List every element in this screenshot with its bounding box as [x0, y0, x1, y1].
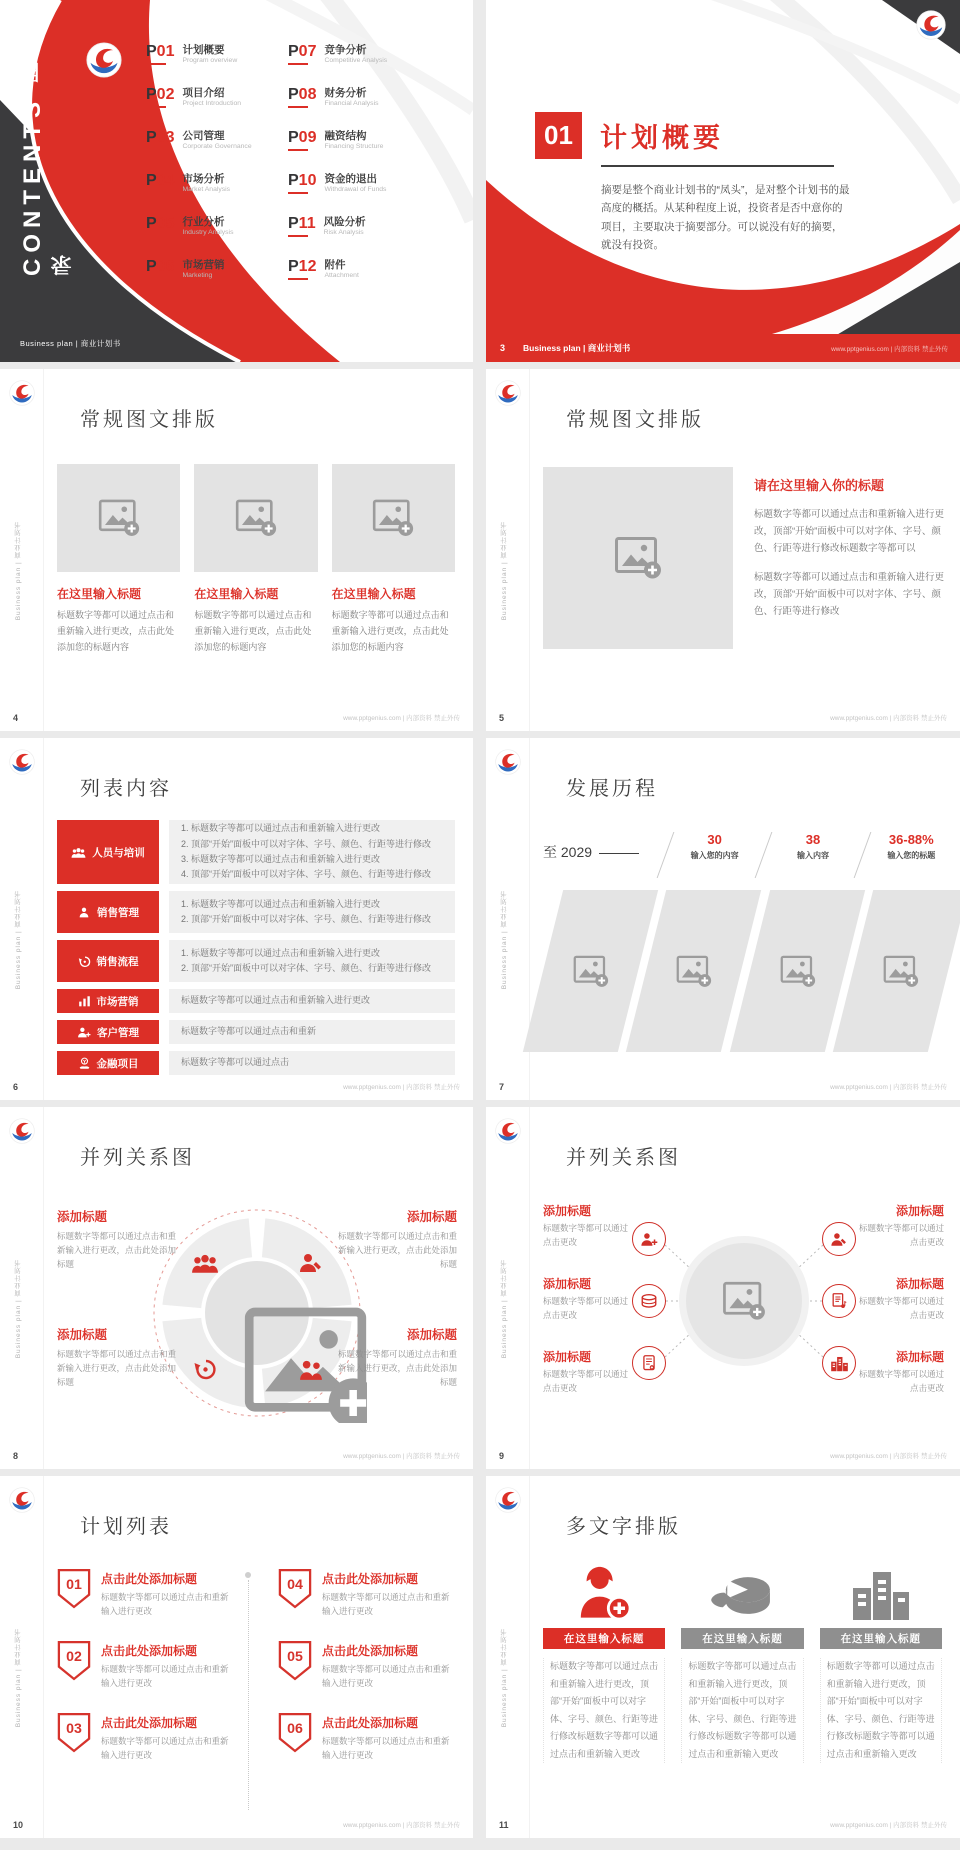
diagram-text-block: 添加标题 标题数字等都可以通过点击更改	[543, 1350, 629, 1393]
toc-item[interactable]: P09 融资结构 Financing Structure	[288, 129, 384, 151]
toc-item[interactable]: P08 财务分析 Financial Analysis	[288, 86, 379, 108]
bar-chart-icon	[78, 995, 91, 1007]
timeline-stat: 36-88% 输入您的标题	[887, 832, 936, 860]
number-badge	[57, 1712, 91, 1754]
column-heading-banner: 在这里输入标题	[543, 1628, 665, 1649]
image-text-card	[194, 464, 317, 656]
sidebar-vertical-text: Business plan | 商业计划书	[15, 1259, 22, 1359]
svg-text:03: 03	[66, 1721, 82, 1738]
page-number: 8	[13, 1451, 19, 1461]
pie-chart-icon	[708, 1572, 776, 1622]
footer-site-note: www.pptgenius.com | 内部资料 禁止外传	[830, 1822, 947, 1829]
ring-diagram	[147, 1203, 367, 1423]
text-column-card	[543, 1564, 665, 1763]
image-placeholder-icon	[614, 536, 662, 580]
toc-column-right	[288, 44, 387, 289]
row-label-badge: 金融项目	[57, 1051, 159, 1075]
row-label-badge: 市场营销	[57, 989, 159, 1013]
column-heading-banner: 在这里输入标题	[820, 1628, 942, 1649]
diagram-text-block: 添加标题 标题数字等都可以通过点击和重新输入进行更改，点击此处添加标题	[57, 1210, 177, 1270]
image-card-row	[57, 464, 455, 656]
database-icon	[640, 1293, 658, 1309]
timeline-year-label: 至 2029	[543, 832, 663, 862]
slide-parallel-relation-hub[interactable]	[486, 1107, 960, 1469]
toc-item[interactable]: P04 市场分析 Market Analysis	[146, 172, 231, 194]
row-text-box	[169, 891, 455, 933]
timeline-stats-row	[543, 832, 958, 880]
page-title: 并列关系图	[566, 1147, 681, 1169]
person-refresh-icon	[191, 1357, 219, 1381]
toc-item[interactable]: P06 市场营销 Marketing	[146, 258, 225, 280]
diagram-text-block: 添加标题 标题数字等都可以通过点击更改	[543, 1277, 629, 1320]
list-line: 1. 标题数字等都可以通过点击和重新输入进行更改	[181, 947, 381, 958]
plan-item: 02 点击此处添加标题 标题数字等都可以通过点击和重新输入进行更改	[57, 1640, 234, 1690]
page-title: 多文字排版	[566, 1516, 681, 1538]
image-placeholder-icon	[98, 498, 140, 538]
row-text-box	[169, 820, 455, 884]
sidebar-vertical-text: Business plan | 商业计划书	[501, 521, 508, 621]
list-row	[57, 820, 455, 884]
slide-parallel-relation-ring[interactable]	[0, 1107, 473, 1469]
team-icon	[191, 1251, 219, 1275]
person-add-icon	[573, 1564, 635, 1622]
person-add-icon	[640, 1231, 658, 1248]
diagram-text-block: 添加标题 标题数字等都可以通过点击更改	[858, 1204, 944, 1247]
slide-regular-layout-single-image[interactable]	[486, 369, 960, 731]
icon-circle	[822, 1346, 856, 1380]
sidebar-strip	[0, 738, 44, 1100]
page-number: 11	[499, 1820, 509, 1830]
plan-item: 03 点击此处添加标题 标题数字等都可以通过点击和重新输入进行更改	[57, 1712, 234, 1762]
page-title: 并列关系图	[80, 1147, 195, 1169]
section-footer-bar	[486, 334, 960, 362]
card-heading: 在这里输入标题	[57, 587, 142, 601]
footer-site-note: www.pptgenius.com | 内部资料 禁止外传	[343, 1822, 460, 1829]
footer-site-note: www.pptgenius.com | 内部资料 禁止外传	[831, 345, 948, 353]
svg-text:05: 05	[287, 1649, 303, 1666]
icon-circle	[632, 1284, 666, 1318]
brand-logo-icon	[86, 42, 122, 78]
sidebar-strip	[486, 1476, 530, 1838]
section-title: 计划概要	[600, 123, 724, 153]
toc-column-left	[146, 44, 252, 289]
icon-circle	[632, 1222, 666, 1256]
image-text-card	[332, 464, 455, 656]
section-number-badge: 01	[535, 112, 582, 159]
plan-item: 04 点击此处添加标题 标题数字等都可以通过点击和重新输入进行更改	[278, 1568, 455, 1618]
row-label-badge: 销售管理	[57, 891, 159, 933]
list-line: 3. 标题数字等都可以通过点击和重新输入进行更改	[181, 854, 381, 864]
list-row	[57, 1020, 455, 1044]
list-line: 标题数字等都可以通过点击和重新输入进行更改	[181, 995, 371, 1006]
toc-item[interactable]: P12 附件 Attachment	[288, 258, 359, 280]
list-row	[57, 891, 455, 933]
number-badge	[57, 1568, 91, 1610]
cycle-icon	[78, 955, 91, 968]
page-number: 3	[500, 343, 506, 353]
slide-list-content[interactable]	[0, 738, 473, 1100]
timeline-image-panels	[543, 890, 948, 1052]
row-label-badge: 销售流程	[57, 940, 159, 982]
slide-toc[interactable]	[0, 0, 473, 362]
sidebar-strip	[0, 1476, 44, 1838]
number-badge	[278, 1712, 312, 1754]
image-placeholder-icon	[779, 955, 815, 988]
partners-icon	[297, 1357, 325, 1381]
image-text-card	[57, 464, 180, 656]
column-body: 标题数字等都可以通过点击和重新输入进行更改，顶部“开始”面板中可以对字体、字号、颜色、行距等进行修改标题数字等都可以通过点击和重新输入更改	[681, 1658, 803, 1763]
svg-text:04: 04	[287, 1577, 303, 1593]
row-text-box	[169, 1020, 455, 1044]
person-edit-icon	[297, 1251, 325, 1275]
footer-site-note: www.pptgenius.com | 内部资料 禁止外传	[830, 1453, 947, 1460]
sidebar-vertical-text: Business plan | 商业计划书	[501, 890, 508, 990]
page-title: 常规图文排版	[80, 409, 218, 431]
brand-logo-icon	[916, 10, 946, 40]
image-placeholder	[332, 464, 455, 572]
list-line: 4. 顶部“开始”面板中可以对字体、字号、颜色、行距等进行修改	[181, 869, 432, 880]
timeline-stat: 38 输入内容	[796, 832, 829, 860]
list-line: 2. 顶部“开始”面板中可以对字体、字号、颜色、行距等进行修改	[181, 963, 432, 973]
toc-item[interactable]: P02 项目介绍 Project Introduction	[146, 86, 242, 108]
footer-site-note: www.pptgenius.com | 内部资料 禁止外传	[830, 715, 947, 722]
number-badge	[278, 1640, 312, 1682]
icon-circle	[822, 1284, 856, 1318]
paragraph: 标题数字等都可以通过点击和重新输入进行更改，顶部“开始”面板中可以对字体、字号、颜色、行距等进行修改	[754, 572, 945, 618]
building-icon	[849, 1566, 913, 1622]
sidebar-strip	[486, 369, 530, 731]
page-number: 4	[13, 713, 19, 723]
text-column	[754, 475, 946, 621]
slide-regular-layout-three-images[interactable]	[0, 369, 473, 731]
toc-vertical-title: CONTENTS 目录	[19, 52, 74, 276]
card-body: 标题数字等都可以通过点击和重新输入进行更改，点击此处添加您的标题内容	[331, 610, 449, 653]
plan-item: 06 点击此处添加标题 标题数字等都可以通过点击和重新输入进行更改	[278, 1712, 455, 1762]
image-placeholder-icon	[573, 955, 609, 988]
toc-item[interactable]: P01 计划概要 Program overview	[146, 43, 238, 65]
page-title: 常规图文排版	[566, 409, 704, 431]
diagram-text-block: 添加标题 标题数字等都可以通过点击更改	[543, 1204, 629, 1247]
diagram-text-block: 添加标题 标题数字等都可以通过点击和重新输入进行更改，点击此处添加标题	[337, 1328, 457, 1388]
text-column-card	[681, 1564, 803, 1763]
page-number: 7	[499, 1082, 505, 1092]
timeline-stat: 30 输入您的内容	[690, 832, 739, 860]
diagram-text-block: 添加标题 标题数字等都可以通过点击更改	[858, 1350, 944, 1393]
sidebar-vertical-text: Business plan | 商业计划书	[501, 1628, 508, 1728]
list-row	[57, 989, 455, 1013]
page-number: 10	[13, 1820, 24, 1830]
image-placeholder	[194, 464, 317, 572]
card-body: 标题数字等都可以通过点击和重新输入进行更改，点击此处添加您的标题内容	[57, 610, 175, 653]
hub-diagram-area	[543, 1195, 944, 1445]
column-body: 标题数字等都可以通过点击和重新输入进行更改，顶部“开始”面板中可以对字体、字号、颜色、行距等进行修改标题数字等都可以通过点击和重新输入更改	[820, 1658, 942, 1763]
sidebar-vertical-text: Business plan | 商业计划书	[15, 1628, 22, 1728]
list-line: 标题数字等都可以通过点击和重新	[181, 1026, 317, 1037]
column-body: 标题数字等都可以通过点击和重新输入进行更改，顶部“开始”面板中可以对字体、字号、颜色、行距等进行修改标题数字等都可以通过点击和重新输入更改	[543, 1658, 665, 1763]
row-text-box	[169, 989, 455, 1013]
slide-multi-text-layout[interactable]	[486, 1476, 960, 1838]
page-title: 列表内容	[80, 778, 172, 800]
footer-site-note: www.pptgenius.com | 内部资料 禁止外传	[343, 1084, 460, 1091]
list-line: 2. 顶部“开始”面板中可以对字体、字号、颜色、行距等进行修改	[181, 914, 432, 924]
toc-item[interactable]: P11 风险分析 Risk Analysis	[288, 215, 366, 237]
toc-item[interactable]: P07 竞争分析 Competitive Analysis	[288, 43, 388, 65]
page-title: 发展历程	[566, 778, 658, 800]
text-columns	[543, 1564, 942, 1763]
year-dash	[599, 853, 639, 854]
svg-text:02: 02	[66, 1649, 82, 1666]
toc-item[interactable]: P10 资金的退出 Withdrawal of Funds	[288, 172, 387, 194]
row-label-badge: 客户管理	[57, 1020, 159, 1044]
sidebar-strip	[0, 1107, 44, 1469]
plan-items-grid	[57, 1568, 455, 1763]
plan-item: 05 点击此处添加标题 标题数字等都可以通过点击和重新输入进行更改	[278, 1640, 455, 1690]
image-placeholder-icon	[676, 955, 712, 988]
column-heading-banner: 在这里输入标题	[681, 1628, 803, 1649]
paragraph: 标题数字等都可以通过点击和重新输入进行更改，顶部“开始”面板中可以对字体、字号、颜色、行距等进行修改标题数字等都可以	[754, 509, 945, 555]
page-number: 6	[13, 1082, 19, 1092]
image-placeholder	[543, 467, 733, 649]
diagram-text-block: 添加标题 标题数字等都可以通过点击更改	[858, 1277, 944, 1320]
list-row	[57, 1051, 455, 1075]
id-card-icon	[641, 1354, 657, 1372]
toc-item[interactable]: P05 行业分析 Industry Analysis	[146, 215, 234, 237]
slide-footer-brand: Business plan | 商业计划书	[20, 339, 121, 348]
svg-text:01: 01	[66, 1577, 82, 1593]
slide-plan-list[interactable]	[0, 1476, 473, 1838]
page-number: 9	[499, 1451, 505, 1461]
row-text-box	[169, 1051, 455, 1075]
list-line: 2. 顶部“开始”面板中可以对字体、字号、颜色、行距等进行修改	[181, 838, 432, 849]
person-edit-icon	[830, 1231, 848, 1248]
page-number: 5	[499, 713, 505, 723]
person-icon	[77, 906, 91, 919]
sidebar-strip	[486, 1107, 530, 1469]
number-badge	[57, 1640, 91, 1682]
slide-section-01[interactable]	[486, 0, 960, 362]
people-add-icon	[77, 1026, 91, 1039]
list-line: 标题数字等都可以通过点击	[181, 1057, 290, 1068]
icon-circle	[822, 1222, 856, 1256]
icon-circle	[632, 1346, 666, 1380]
svg-text:06: 06	[287, 1721, 303, 1738]
coin-hand-icon	[78, 1057, 91, 1069]
list-rows	[57, 820, 455, 1075]
image-placeholder-icon	[882, 955, 918, 988]
sidebar-vertical-text: Business plan | 商业计划书	[15, 890, 22, 990]
slide-development-history[interactable]	[486, 738, 960, 1100]
plan-item: 01 点击此处添加标题 标题数字等都可以通过点击和重新输入进行更改	[57, 1568, 234, 1618]
image-placeholder-icon	[235, 498, 277, 538]
row-text-box	[169, 940, 455, 982]
diagram-text-block: 添加标题 标题数字等都可以通过点击和重新输入进行更改，点击此处添加标题	[57, 1328, 177, 1388]
card-heading: 在这里输入标题	[331, 587, 416, 601]
toc-item[interactable]: P03 公司管理 Corporate Governance	[146, 129, 252, 151]
diagram-text-block: 添加标题 标题数字等都可以通过点击和重新输入进行更改，点击此处添加标题	[337, 1210, 457, 1270]
list-row	[57, 940, 455, 982]
team-icon	[71, 846, 86, 859]
card-heading: 在这里输入标题	[194, 587, 279, 601]
title-divider	[601, 165, 834, 167]
list-line: 1. 标题数字等都可以通过点击和重新输入进行更改	[181, 823, 381, 834]
footer-brand: Business plan | 商业计划书	[523, 343, 631, 353]
image-placeholder-icon	[372, 498, 414, 538]
sidebar-strip	[0, 369, 44, 731]
building-icon	[830, 1355, 849, 1372]
section-body-text: 摘要是整个商业计划书的“凤头”，是对整个计划书的最高度的概括。从某种程度上说，投资者是否中意你的项目，主要取决于摘要部分。可以说没有好的摘要，就没有投资。	[601, 184, 850, 252]
image-placeholder-icon	[722, 1281, 766, 1321]
image-placeholder	[57, 464, 180, 572]
text-column-card	[820, 1564, 942, 1763]
footer-site-note: www.pptgenius.com | 内部资料 禁止外传	[343, 715, 460, 722]
sidebar-vertical-text: Business plan | 商业计划书	[501, 1259, 508, 1359]
section-heading: 请在这里输入你的标题	[754, 478, 885, 493]
sidebar-vertical-text: Business plan | 商业计划书	[15, 521, 22, 621]
row-label-badge: 人员与培训	[57, 820, 159, 884]
card-body: 标题数字等都可以通过点击和重新输入进行更改，点击此处添加您的标题内容	[194, 610, 312, 653]
list-line: 1. 标题数字等都可以通过点击和重新输入进行更改	[181, 898, 381, 909]
document-icon	[831, 1292, 847, 1310]
center-image-placeholder	[679, 1236, 809, 1366]
page-title: 计划列表	[80, 1516, 172, 1538]
number-badge	[278, 1568, 312, 1610]
timeline-area	[543, 832, 958, 1052]
footer-site-note: www.pptgenius.com | 内部资料 禁止外传	[343, 1453, 460, 1460]
footer-site-note: www.pptgenius.com | 内部资料 禁止外传	[830, 1084, 947, 1091]
ring-diagram-area	[57, 1195, 457, 1445]
